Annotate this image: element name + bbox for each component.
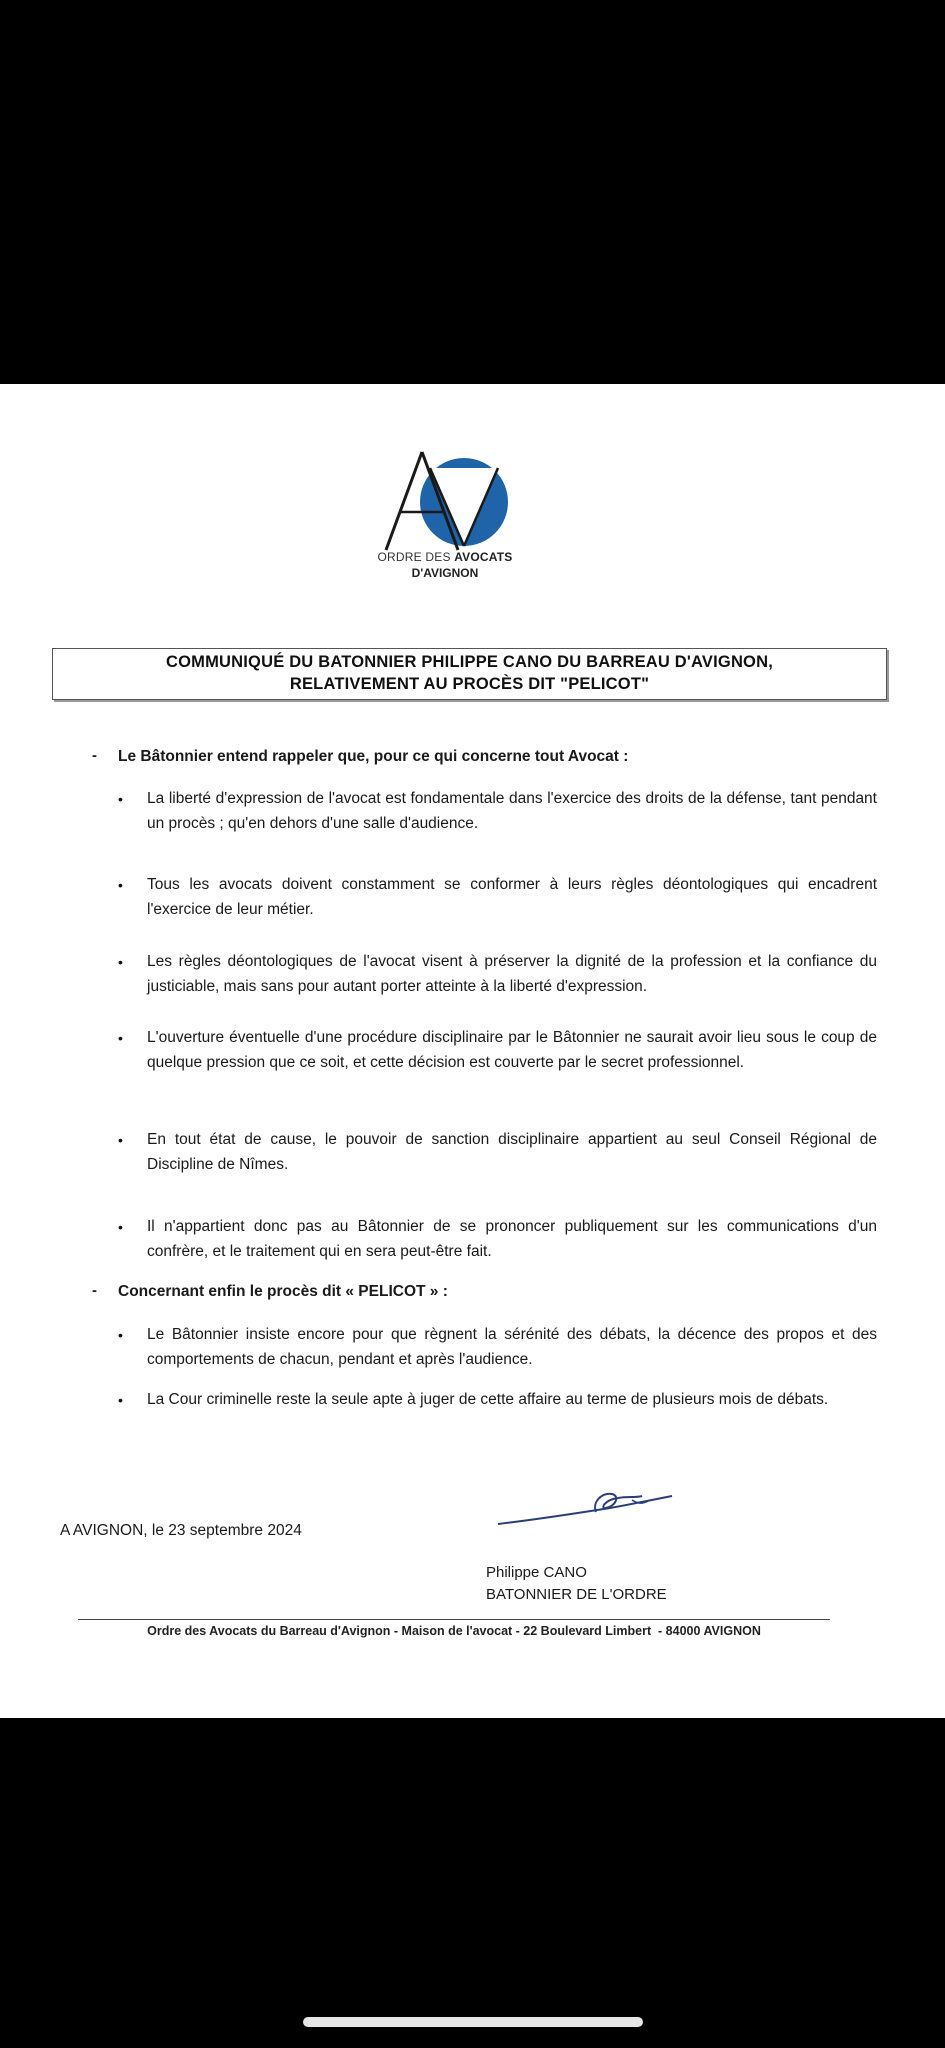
section-1-intro: Le Bâtonnier entend rappeler que, pour ce qui concerne tout Avocat : [118, 748, 629, 765]
list-item: Les règles déontologiques de l'avocat visent à préserver la dignité de la profession et la confiance du justiciable, mais sans pour autant porter atteinte à la liberté d'expression. [147, 953, 877, 995]
bullet-marker: • [118, 1327, 123, 1343]
title-line-2: RELATIVEMENT AU PROCÈS DIT "PELICOT" [289, 675, 650, 693]
bullet-marker: • [118, 954, 123, 970]
logo-line-1 [370, 550, 520, 564]
title-line-1: COMMUNIQUÉ DU BATONNIER PHILIPPE CANO DU BARREAU D'AVIGNON, [166, 653, 773, 671]
list-item: Tous les avocats doivent constamment se conformer à leurs règles déontologiques qui encadrent l'exercice de leur métier. [147, 876, 877, 918]
bullet-marker: • [118, 877, 123, 893]
section-2-intro: Concernant enfin le procès dit « PELICOT » : [118, 1283, 448, 1300]
list-item: En tout état de cause, le pouvoir de sanction disciplinaire appartient au seul Conseil Régional de Discipline de Nîmes. [147, 1131, 877, 1173]
list-item: L'ouverture éventuelle d'une procédure disciplinaire par le Bâtonnier ne saurait avoir lieu sous le coup de quelque pression que ce soit, et cette décision est couverte par le secret professionnel. [147, 1029, 877, 1071]
list-item: Le Bâtonnier insiste encore pour que règnent la sérénité des débats, la décence des propos et des comportements de chacun, pendant et après l'audience. [147, 1326, 877, 1368]
logo-line-2: D'AVIGNON [411, 566, 479, 580]
list-item: Il n'appartient donc pas au Bâtonnier de se prononcer publiquement sur les communications d'un confrère, et le traitement qui en sera peut-être fait. [147, 1218, 877, 1260]
home-indicator[interactable] [303, 2017, 643, 2027]
signer-name: Philippe CANO [486, 1564, 587, 1581]
signer-title: BATONNIER DE L'ORDRE [486, 1586, 667, 1603]
handwritten-signature [492, 1474, 682, 1534]
document-page [0, 384, 945, 1718]
footer-address: Ordre des Avocats du Barreau d'Avignon - Maison de l'avocat - 22 Boulevard Limbert - 84000 AVIGNON [147, 1624, 761, 1638]
footer-divider [78, 1619, 830, 1620]
bullet-marker: • [118, 1219, 123, 1235]
bullet-marker: • [118, 1030, 123, 1046]
bar-association-logo [370, 450, 520, 606]
list-item: La liberté d'expression de l'avocat est fondamentale dans l'exercice des droits de la défense, tant pendant un procès ; qu'en dehors d'une salle d'audience. [147, 790, 877, 832]
section-2-dash: - [92, 1282, 97, 1299]
place-and-date: A AVIGNON, le 23 septembre 2024 [60, 1522, 302, 1539]
bullet-marker: • [118, 791, 123, 807]
logo-line-1-bold: AVOCATS [454, 550, 513, 564]
av-logo-icon [370, 450, 520, 554]
logo-line-1-plain: ORDRE DES [377, 550, 455, 564]
section-1-dash: - [92, 747, 97, 764]
bullet-marker: • [118, 1392, 123, 1408]
title-box [52, 648, 887, 700]
list-item: La Cour criminelle reste la seule apte à juger de cette affaire au terme de plusieurs mois de débats. [147, 1391, 829, 1408]
bullet-marker: • [118, 1132, 123, 1148]
